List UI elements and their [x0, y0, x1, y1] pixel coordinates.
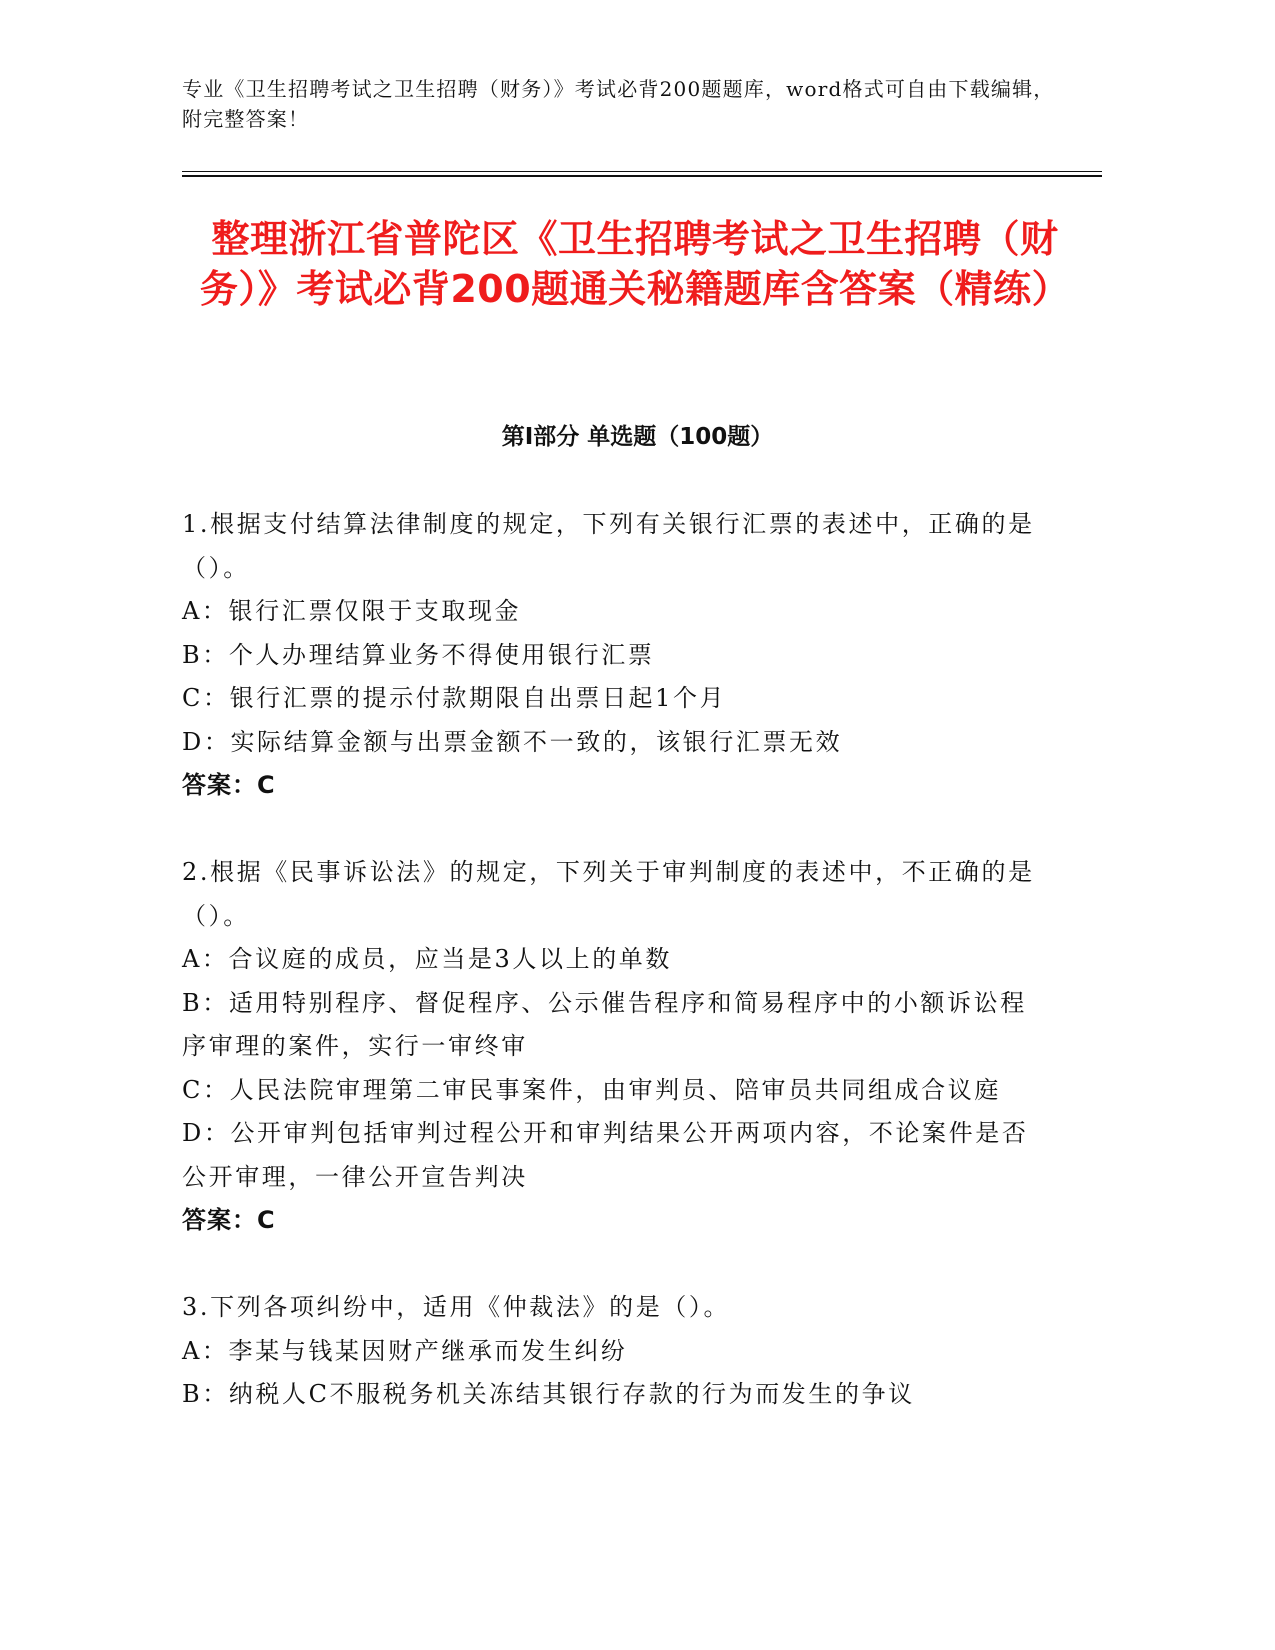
option-c: C：银行汇票的提示付款期限自出票日起1个月: [182, 684, 727, 712]
option-a: A：李某与钱某因财产继承而发生纠纷: [182, 1336, 628, 1365]
answer-label: 答案：C: [182, 771, 276, 799]
question-item: [182, 1286, 1042, 1417]
header-divider-thick: [182, 175, 1102, 177]
question-item: [182, 503, 1042, 808]
option-d: D：公开审判包括审判过程公开和审判结果公开两项内容，不论案件是否公开审理，一律公开宣告判决: [182, 1119, 1029, 1191]
header-note: 专业《卫生招聘考试之卫生招聘（财务）》考试必背200题题库，word格式可自由下载编辑，附完整答案！: [182, 77, 1055, 131]
section-heading: 第Ⅰ部分 单选题（100题）: [501, 424, 774, 450]
question-spacer: [182, 808, 1042, 852]
option-a: A：合议庭的成员，应当是3人以上的单数: [182, 945, 673, 973]
document-title: 整理浙江省普陀区《卫生招聘考试之卫生招聘（财务）》考试必背200题通关秘籍题库含答案（精练）: [199, 217, 1071, 311]
option-c: C：人民法院审理第二审民事案件，由审判员、陪审员共同组成合议庭: [182, 1075, 1001, 1104]
question-list: [182, 503, 1042, 1417]
answer-label: 答案：C: [182, 1206, 276, 1234]
question-spacer: [182, 1243, 1042, 1287]
option-b: B：纳税人C不服税务机关冻结其银行存款的行为而发生的争议: [182, 1380, 915, 1408]
question-text: 2.根据《民事诉讼法》的规定，下列关于审判制度的表述中，不正确的是（）。: [182, 858, 1035, 930]
question-item: [182, 851, 1042, 1243]
question-text: 1.根据支付结算法律制度的规定，下列有关银行汇票的表述中，正确的是（）。: [182, 510, 1035, 582]
question-text: 3.下列各项纠纷中，适用《仲裁法》的是（）。: [182, 1293, 731, 1321]
option-d: D：实际结算金额与出票金额不一致的，该银行汇票无效: [182, 727, 843, 756]
header-divider-thin: [182, 171, 1102, 172]
option-b: B：个人办理结算业务不得使用银行汇票: [182, 640, 655, 669]
option-a: A：银行汇票仅限于支取现金: [182, 597, 522, 625]
option-b: B：适用特别程序、督促程序、公示催告程序和简易程序中的小额诉讼程序审理的案件，实行一审终审: [182, 988, 1027, 1060]
